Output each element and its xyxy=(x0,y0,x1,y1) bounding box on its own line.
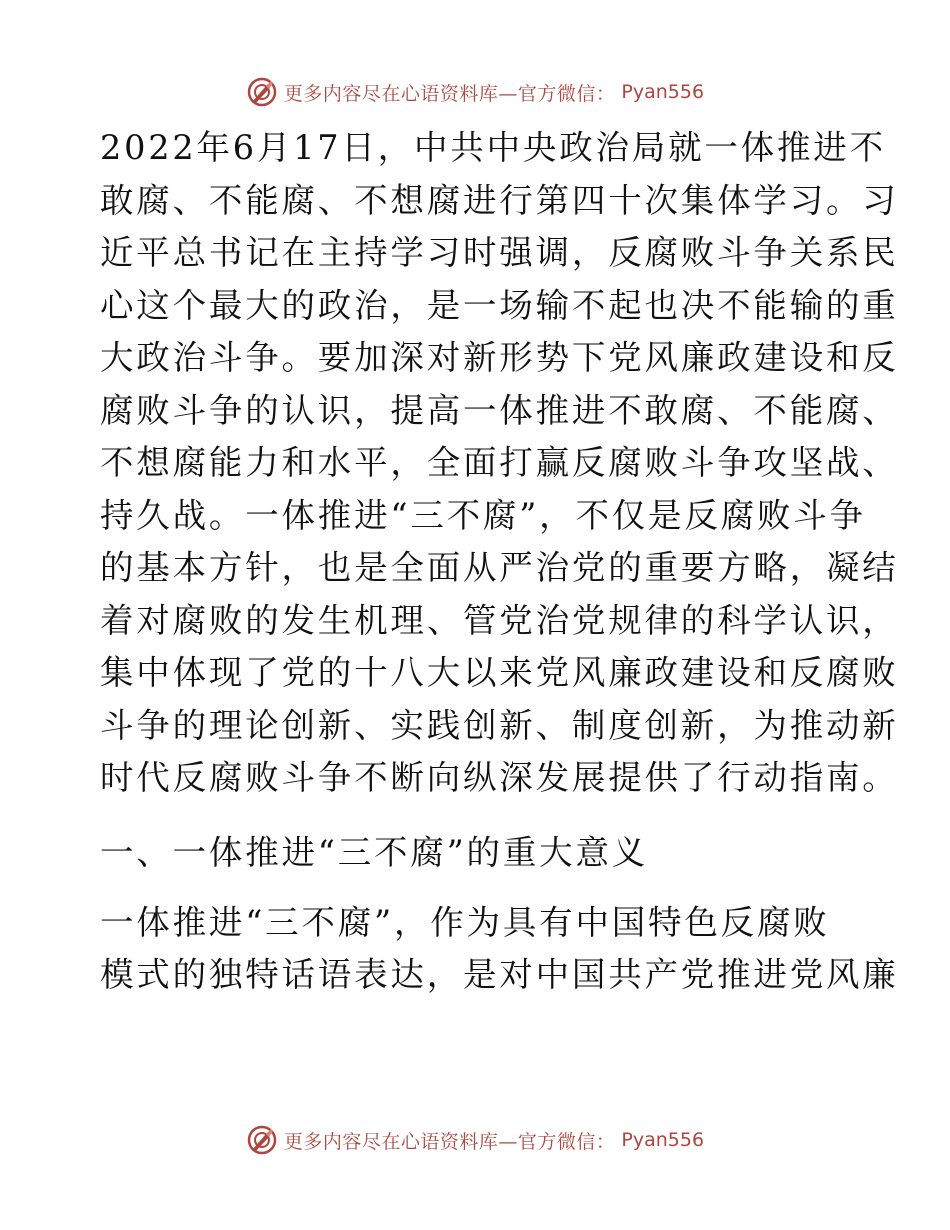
brand-logo-icon xyxy=(246,76,278,108)
text-line: 的基本方针，也是全面从严治党的重要方略，凝结 xyxy=(100,548,899,587)
text-line: 心这个最大的政治，是一场输不起也决不能输的重 xyxy=(100,285,899,325)
text-line: 斗争的理论创新、实践创新、制度创新，为推动新 xyxy=(100,705,899,745)
text-line: 敢腐、不能腐、不想腐进行第四十次集体学习。习 xyxy=(100,180,899,220)
text-line: 近平总书记在主持学习时强调，反腐败斗争关系民 xyxy=(100,233,899,272)
text-line: 着对腐败的发生机理、管党治党规律的科学认识， xyxy=(100,600,899,640)
text-line: 模式的独特话语表达，是对中国共产党推进党风廉 xyxy=(100,955,899,994)
text-line: 2022年6月17日，中共中央政治局就一体推进不 xyxy=(100,128,886,167)
banner-text: 更多内容尽在心语资料库—官方微信： xyxy=(283,82,616,105)
wechat-id: Pyan556 xyxy=(621,1129,705,1151)
text-line: 时代反腐败斗争不断向纵深发展提供了行动指南。 xyxy=(100,758,899,797)
text-line: 持久战。一体推进“三不腐”，不仅是反腐败斗争 xyxy=(100,495,866,535)
document-body xyxy=(100,122,899,1002)
banner-text: 更多内容尽在心语资料库—官方微信： xyxy=(283,1130,616,1153)
paragraph-intro xyxy=(100,122,899,805)
paragraph-section-one xyxy=(100,897,899,1002)
header-watermark-banner xyxy=(0,72,950,112)
text-line: 腐败斗争的认识，提高一体推进不敢腐、不能腐、 xyxy=(100,390,899,430)
brand-logo-icon xyxy=(246,1124,278,1156)
wechat-id: Pyan556 xyxy=(621,81,705,103)
section-heading: 一、一体推进“三不腐”的重大意义 xyxy=(100,832,649,872)
text-line: 一体推进“三不腐”，作为具有中国特色反腐败 xyxy=(100,902,830,942)
text-line: 大政治斗争。要加深对新形势下党风廉政建设和反 xyxy=(100,338,899,377)
footer-watermark-banner xyxy=(0,1120,950,1160)
text-line: 集中体现了党的十八大以来党风廉政建设和反腐败 xyxy=(100,653,899,692)
text-line: 不想腐能力和水平，全面打赢反腐败斗争攻坚战、 xyxy=(100,443,899,482)
